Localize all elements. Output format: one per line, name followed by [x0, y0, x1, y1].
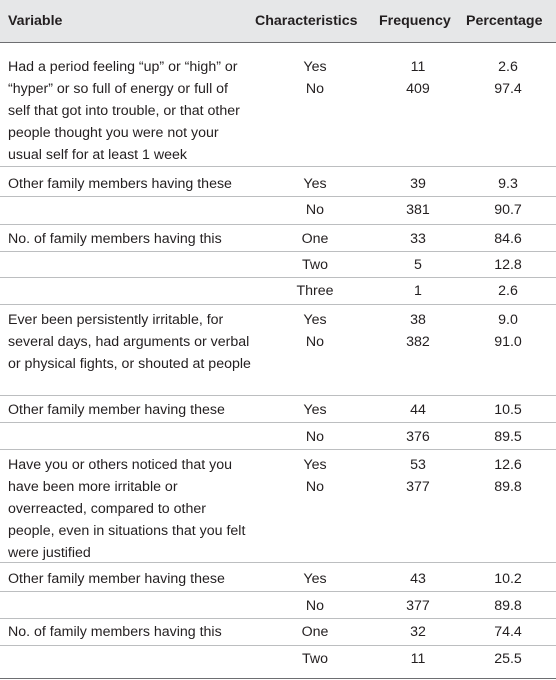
row-divider [0, 645, 556, 646]
row-characteristic: No [305, 479, 325, 495]
row-percentage: 84.6 [494, 231, 522, 247]
row-percentage: 2.6 [498, 283, 518, 299]
row-percentage: 9.3 [498, 176, 518, 192]
row-characteristic: Two [301, 651, 329, 667]
row-characteristic: Three [296, 283, 334, 299]
header-rule [0, 42, 556, 43]
row-divider [0, 591, 556, 592]
row-frequency: 409 [406, 81, 430, 97]
row-characteristic: Two [301, 257, 329, 273]
row-divider [0, 562, 556, 563]
row-frequency: 1 [414, 283, 422, 299]
row-characteristic: Yes [303, 59, 327, 75]
row-variable: Ever been persistently irritable, for several days, had arguments or verbal or physical fights, or shouted at people [8, 312, 251, 372]
row-frequency: 377 [406, 598, 430, 614]
row-divider [0, 395, 556, 396]
row-percentage: 74.4 [494, 624, 522, 640]
row-percentage: 89.8 [494, 479, 522, 495]
row-percentage: 89.5 [494, 429, 522, 445]
row-variable: Have you or others noticed that you have been more irritable or overreacted, compared to other people, even in situations that you felt were justified [8, 457, 246, 561]
row-frequency: 11 [410, 651, 426, 667]
row-percentage: 9.0 [498, 312, 518, 328]
row-characteristic: Yes [303, 312, 327, 328]
row-percentage: 91.0 [494, 334, 522, 350]
row-frequency: 377 [406, 479, 430, 495]
row-divider [0, 422, 556, 423]
header-percentage: Percentage [466, 13, 543, 29]
row-percentage: 2.6 [498, 59, 518, 75]
row-variable: Other family members having these [8, 176, 232, 192]
row-frequency: 381 [406, 202, 430, 218]
row-percentage: 89.8 [494, 598, 522, 614]
table-bottom-rule [0, 678, 556, 679]
row-divider [0, 224, 556, 225]
row-percentage: 10.2 [494, 571, 522, 587]
row-divider [0, 166, 556, 167]
header-characteristics: Characteristics [255, 13, 358, 29]
header-variable: Variable [8, 13, 63, 29]
row-characteristic: No [305, 334, 325, 350]
row-frequency: 11 [410, 59, 426, 75]
row-divider [0, 196, 556, 197]
row-divider [0, 449, 556, 450]
row-variable: Other family member having these [8, 571, 225, 587]
row-characteristic: No [305, 81, 325, 97]
row-characteristic: One [301, 624, 329, 640]
row-variable: Had a period feeling “up” or “high” or “hyper” or so full of energy or full of self that got into trouble, or that other people thought you were not your usual self for at least 1 week [8, 59, 240, 163]
row-percentage: 12.6 [494, 457, 522, 473]
row-frequency: 43 [410, 571, 426, 587]
row-characteristic: One [301, 231, 329, 247]
row-characteristic: No [305, 429, 325, 445]
row-frequency: 53 [410, 457, 426, 473]
row-percentage: 90.7 [494, 202, 522, 218]
row-divider [0, 304, 556, 305]
row-percentage: 10.5 [494, 402, 522, 418]
row-divider [0, 251, 556, 252]
row-percentage: 97.4 [494, 81, 522, 97]
row-characteristic: No [305, 202, 325, 218]
row-characteristic: No [305, 598, 325, 614]
row-characteristic: Yes [303, 571, 327, 587]
row-divider [0, 277, 556, 278]
row-percentage: 25.5 [494, 651, 522, 667]
row-characteristic: Yes [303, 402, 327, 418]
row-frequency: 376 [406, 429, 430, 445]
header-frequency: Frequency [379, 13, 451, 29]
row-frequency: 39 [410, 176, 426, 192]
row-frequency: 5 [414, 257, 422, 273]
row-variable: No. of family members having this [8, 231, 222, 247]
row-frequency: 38 [410, 312, 426, 328]
row-variable: No. of family members having this [8, 624, 222, 640]
row-frequency: 32 [410, 624, 426, 640]
row-characteristic: Yes [303, 176, 327, 192]
row-frequency: 382 [406, 334, 430, 350]
row-divider [0, 618, 556, 619]
row-percentage: 12.8 [494, 257, 522, 273]
row-characteristic: Yes [303, 457, 327, 473]
row-frequency: 33 [410, 231, 426, 247]
table-header [0, 0, 556, 42]
row-variable: Other family member having these [8, 402, 225, 418]
row-frequency: 44 [410, 402, 426, 418]
